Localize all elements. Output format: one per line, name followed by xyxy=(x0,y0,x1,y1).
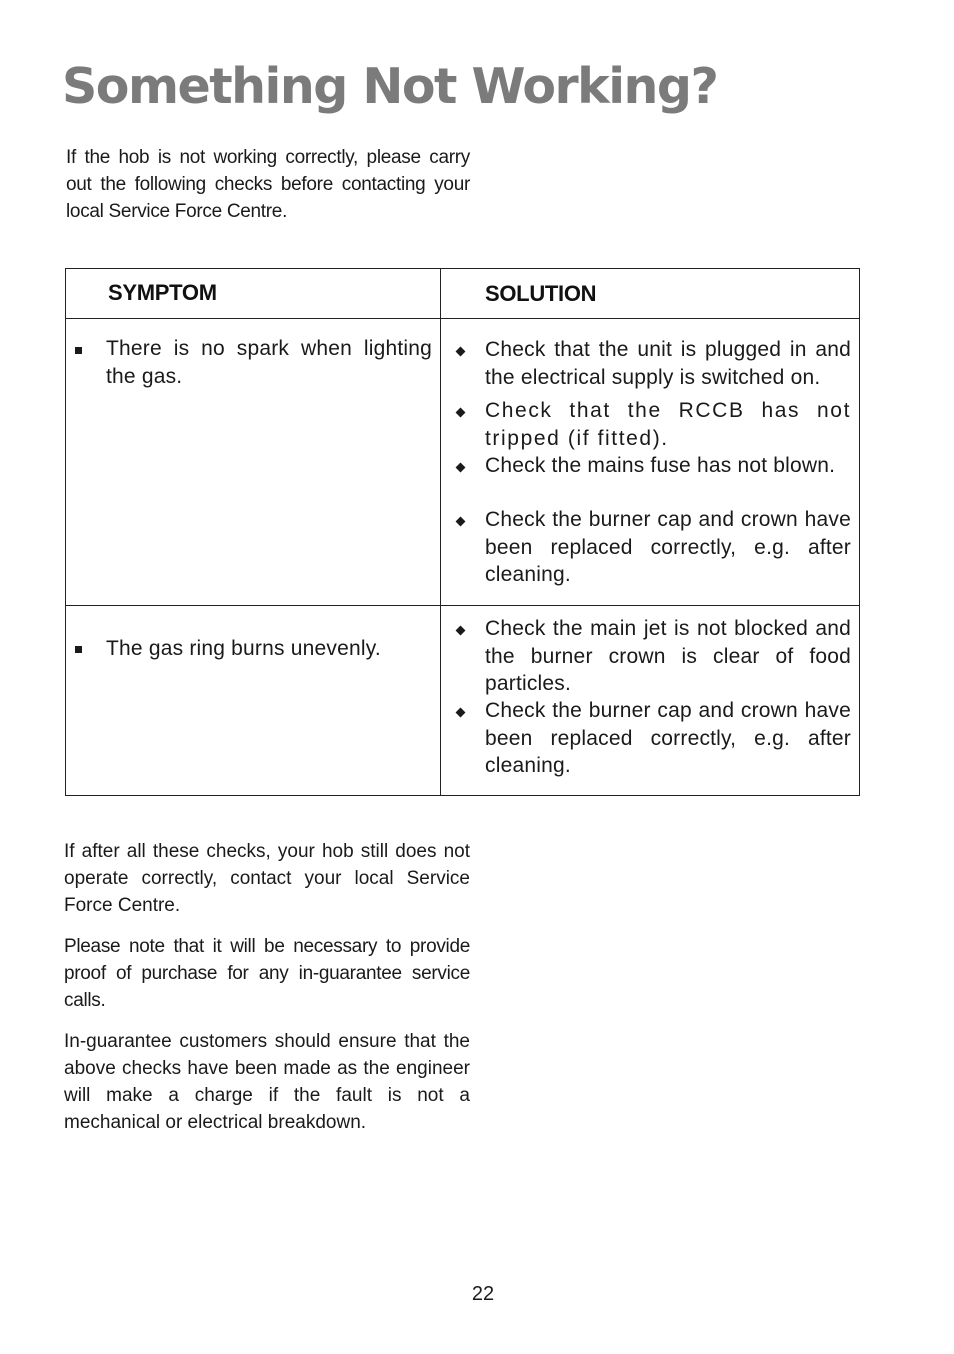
followup-paragraph: If after all these checks, your hob still does not operate correctly, contact your local Service Force Centre. xyxy=(64,841,470,916)
symptom-header: SYMPTOM xyxy=(108,280,217,305)
diamond-bullet-icon xyxy=(456,708,466,718)
troubleshooting-table xyxy=(65,268,860,796)
symptom-text: The gas ring burns unevenly. xyxy=(106,637,381,660)
solution-text: Check the burner cap and crown have been replaced correctly, e.g. after cleaning. xyxy=(485,508,851,586)
page-number: 22 xyxy=(471,1283,495,1305)
intro-paragraph: If the hob is not working correctly, please carry out the following checks before contacting your local Service Force Centre. xyxy=(66,147,470,222)
guarantee-note-paragraph: In-guarantee customers should ensure that the above checks have been made as the engineer will make a charge if the fault is not a mechanical or electrical breakdown. xyxy=(64,1031,470,1133)
diamond-bullet-icon xyxy=(456,517,466,527)
diamond-bullet-icon xyxy=(456,626,466,636)
header-divider xyxy=(66,318,859,319)
square-bullet-icon xyxy=(75,347,82,354)
solution-header: SOLUTION xyxy=(485,281,597,306)
diamond-bullet-icon xyxy=(456,347,466,357)
diamond-bullet-icon xyxy=(456,463,466,473)
solution-text: Check the burner cap and crown have been replaced correctly, e.g. after cleaning. xyxy=(485,699,851,777)
page-title: Something Not Working? xyxy=(62,58,718,115)
row-divider xyxy=(66,605,859,606)
symptom-text: There is no spark when lighting the gas. xyxy=(106,337,432,388)
solution-text: Check the mains fuse has not blown. xyxy=(485,454,836,477)
column-divider xyxy=(440,269,441,795)
proof-of-purchase-paragraph: Please note that it will be necessary to provide proof of purchase for any in-guarantee service calls. xyxy=(64,936,470,1011)
diamond-bullet-icon xyxy=(456,408,466,418)
solution-text: Check that the unit is plugged in and the electrical supply is switched on. xyxy=(485,338,851,389)
solution-text: Check the main jet is not blocked and the burner crown is clear of food particles. xyxy=(485,617,851,695)
solution-text: Check that the RCCB has not tripped (if fitted). xyxy=(485,399,851,450)
square-bullet-icon xyxy=(75,646,82,653)
